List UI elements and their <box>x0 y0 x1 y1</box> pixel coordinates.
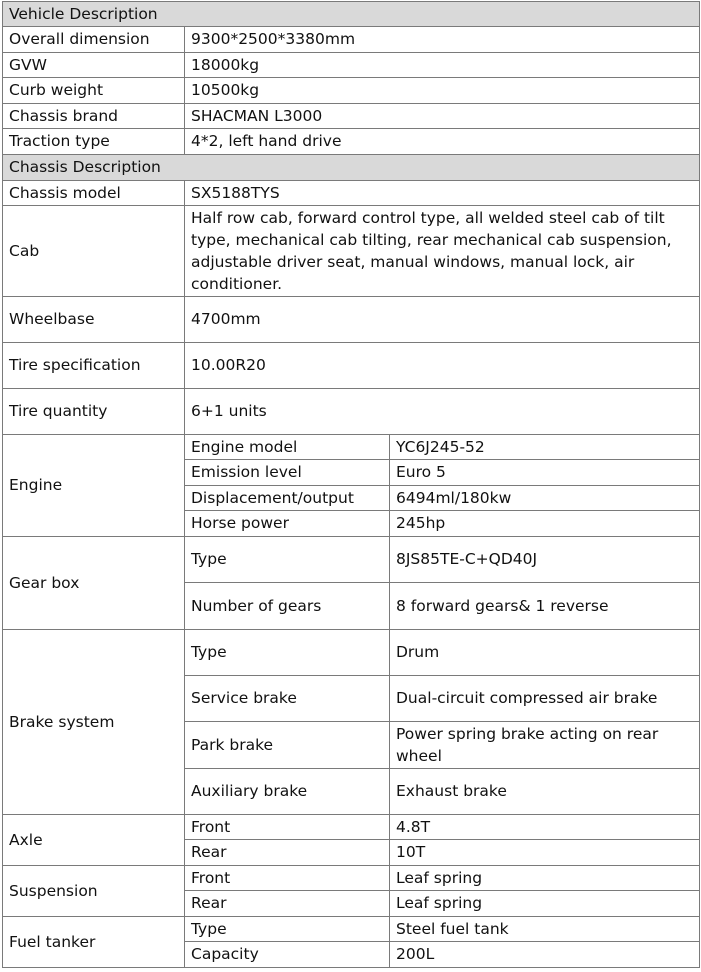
group-label-fuel-tanker: Fuel tanker <box>3 917 185 968</box>
sub-value: 8 forward gears& 1 reverse <box>390 583 700 630</box>
sub-value: 6494ml/180kw <box>390 486 700 511</box>
row-value: 4*2, left hand drive <box>185 129 700 155</box>
row-value: 18000kg <box>185 53 700 78</box>
sub-value: Dual-circuit compressed air brake <box>390 676 700 722</box>
row-label: Overall dimension <box>3 27 185 53</box>
table-row <box>3 104 700 129</box>
sub-label: Type <box>185 917 390 942</box>
table-row <box>3 389 700 435</box>
table-row <box>3 630 700 676</box>
vehicle-spec-table <box>2 1 700 968</box>
row-value: 9300*2500*3380mm <box>185 27 700 53</box>
section-header-row <box>3 155 700 181</box>
sub-label: Rear <box>185 840 390 866</box>
sub-value: 4.8T <box>390 815 700 840</box>
sub-value: Leaf spring <box>390 866 700 891</box>
table-row <box>3 537 700 583</box>
row-label: Tire specification <box>3 343 185 389</box>
group-label-brake-system: Brake system <box>3 630 185 815</box>
table-row <box>3 343 700 389</box>
sub-label: Number of gears <box>185 583 390 630</box>
sub-label: Rear <box>185 891 390 917</box>
row-label: Chassis model <box>3 181 185 206</box>
table-row <box>3 27 700 53</box>
row-label: Wheelbase <box>3 297 185 343</box>
sub-value: Euro 5 <box>390 460 700 486</box>
sub-value: 10T <box>390 840 700 866</box>
row-label: Traction type <box>3 129 185 155</box>
sub-label: Displacement/output <box>185 486 390 511</box>
vehicle-description-heading: Vehicle Description <box>3 2 700 27</box>
sub-label: Capacity <box>185 942 390 968</box>
sub-value: 8JS85TE-C+QD40J <box>390 537 700 583</box>
chassis-description-heading: Chassis Description <box>3 155 700 181</box>
sub-value: Power spring brake acting on rear wheel <box>390 722 700 769</box>
table-row <box>3 815 700 840</box>
table-row <box>3 78 700 104</box>
sub-label: Front <box>185 866 390 891</box>
row-value: 4700mm <box>185 297 700 343</box>
row-label: Cab <box>3 206 185 297</box>
sub-label: Type <box>185 630 390 676</box>
table-row <box>3 206 700 297</box>
section-header-row <box>3 2 700 27</box>
sub-label: Type <box>185 537 390 583</box>
sub-value: Drum <box>390 630 700 676</box>
sub-value: 200L <box>390 942 700 968</box>
table-row <box>3 129 700 155</box>
sub-label: Horse power <box>185 511 390 537</box>
sub-label: Auxiliary brake <box>185 769 390 815</box>
sub-label: Front <box>185 815 390 840</box>
row-value: Half row cab, forward control type, all welded steel cab of tilt type, mechanical cab tilting, rear mechanical cab suspension, adjustable driver seat, manual windows, manual lock, air conditioner. <box>185 206 700 297</box>
table-row <box>3 53 700 78</box>
sub-value: YC6J245-52 <box>390 435 700 460</box>
row-label: GVW <box>3 53 185 78</box>
row-value: SHACMAN L3000 <box>185 104 700 129</box>
table-row <box>3 866 700 891</box>
group-label-suspension: Suspension <box>3 866 185 917</box>
table-row <box>3 435 700 460</box>
sub-value: Leaf spring <box>390 891 700 917</box>
row-label: Chassis brand <box>3 104 185 129</box>
row-label: Tire quantity <box>3 389 185 435</box>
sub-label: Engine model <box>185 435 390 460</box>
sub-label: Emission level <box>185 460 390 486</box>
table-row <box>3 917 700 942</box>
row-value: 10.00R20 <box>185 343 700 389</box>
row-value: 10500kg <box>185 78 700 104</box>
sub-value: Exhaust brake <box>390 769 700 815</box>
sub-value: 245hp <box>390 511 700 537</box>
sub-value: Steel fuel tank <box>390 917 700 942</box>
table-row <box>3 297 700 343</box>
sub-label: Service brake <box>185 676 390 722</box>
group-label-gear-box: Gear box <box>3 537 185 630</box>
row-value: SX5188TYS <box>185 181 700 206</box>
row-value: 6+1 units <box>185 389 700 435</box>
table-row <box>3 181 700 206</box>
sub-label: Park brake <box>185 722 390 769</box>
group-label-engine: Engine <box>3 435 185 537</box>
group-label-axle: Axle <box>3 815 185 866</box>
row-label: Curb weight <box>3 78 185 104</box>
